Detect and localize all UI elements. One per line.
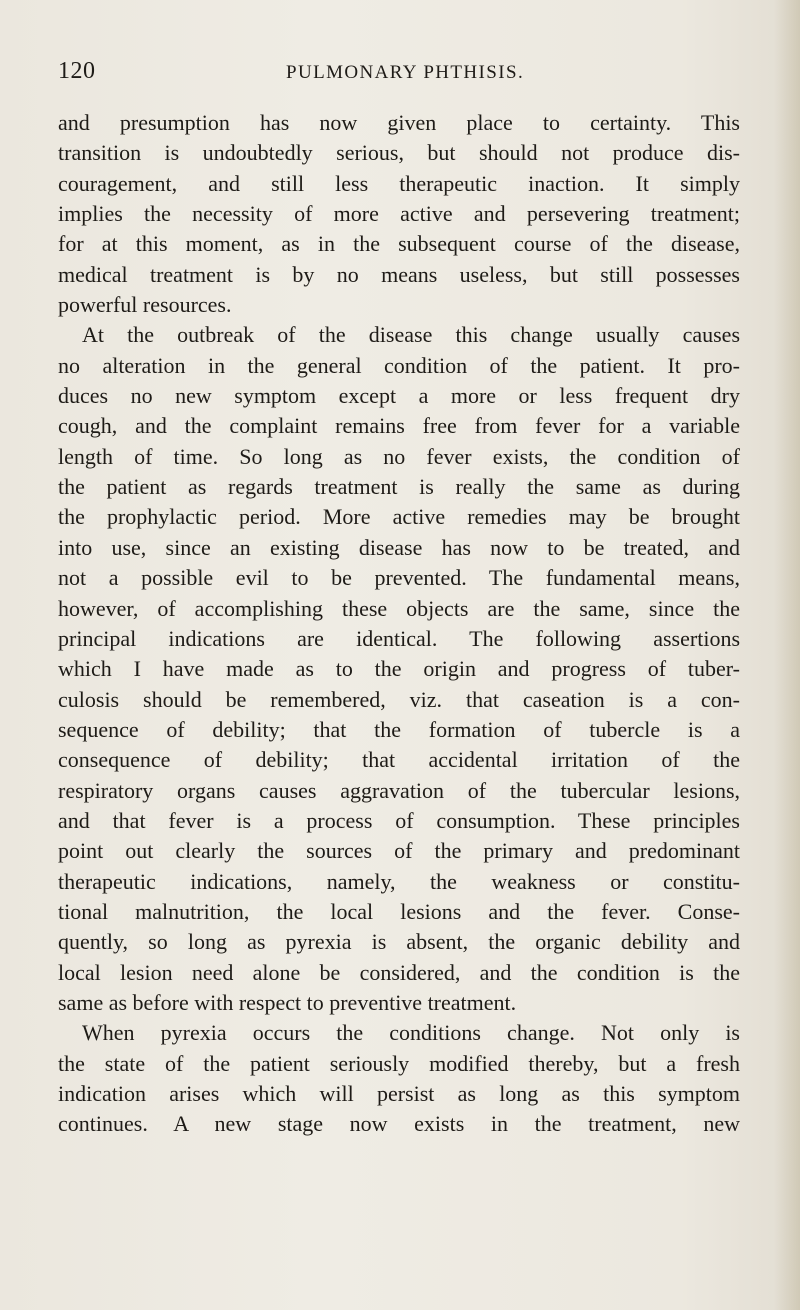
page-edge-shadow bbox=[774, 0, 800, 1310]
text-line: not a possible evil to be prevented. The fundamental means, bbox=[58, 565, 740, 591]
text-line: and that fever is a process of consumption. These principles bbox=[58, 807, 740, 833]
text-line: At the outbreak of the disease this change usually causes bbox=[82, 322, 740, 348]
text-line: implies the necessity of more active and persevering treatment; bbox=[58, 201, 740, 227]
text-line: indication arises which will persist as long as this symptom bbox=[58, 1081, 740, 1106]
running-title: PULMONARY PHTHISIS. bbox=[286, 62, 525, 83]
page-number: 120 bbox=[58, 58, 96, 84]
text-line: quently, so long as pyrexia is absent, the organic debility and bbox=[58, 929, 740, 955]
text-line: however, of accomplishing these objects are the same, since the bbox=[58, 595, 740, 621]
text-line: local lesion need alone be considered, and the condition is the bbox=[58, 959, 740, 985]
text-line: point out clearly the sources of the primary and predominant bbox=[58, 838, 740, 864]
text-line: principal indications are identical. The following assertions bbox=[58, 625, 740, 651]
text-line: for at this moment, as in the subsequent course of the disease, bbox=[58, 231, 740, 257]
text-line: transition is undoubtedly serious, but should not produce dis- bbox=[58, 140, 740, 166]
text-line: duces no new symptom except a more or less frequent dry bbox=[58, 383, 740, 409]
text-line: same as before with respect to preventive treatment. bbox=[58, 989, 517, 1015]
body-text bbox=[58, 108, 740, 1140]
text-line: consequence of debility; that accidental irritation of the bbox=[58, 747, 740, 773]
text-line: sequence of debility; that the formation of tubercle is a bbox=[58, 716, 740, 742]
text-line: tional malnutrition, the local lesions and the fever. Conse- bbox=[58, 898, 740, 924]
text-line: length of time. So long as no fever exists, the condition of bbox=[58, 443, 740, 469]
text-line: powerful resources. bbox=[58, 292, 232, 318]
text-line: respiratory organs causes aggravation of the tubercular lesions, bbox=[58, 777, 740, 803]
text-line: continues. A new stage now exists in the treatment, new bbox=[58, 1111, 740, 1137]
text-line: which I have made as to the origin and progress of tuber- bbox=[58, 656, 740, 682]
text-line: into use, since an existing disease has now to be treated, and bbox=[58, 534, 740, 560]
text-line: the state of the patient seriously modified thereby, but a fresh bbox=[58, 1050, 740, 1076]
text-line: When pyrexia occurs the conditions change. Not only is bbox=[82, 1020, 740, 1046]
text-line: medical treatment is by no means useless, but still possesses bbox=[58, 261, 740, 287]
text-line: the patient as regards treatment is really the same as during bbox=[58, 474, 740, 500]
text-line: and presumption has now given place to certainty. This bbox=[58, 110, 740, 135]
running-head bbox=[58, 58, 748, 92]
text-line: couragement, and still less therapeutic inaction. It simply bbox=[58, 170, 740, 196]
text-line: cough, and the complaint remains free from fever for a variable bbox=[58, 413, 740, 439]
text-line: no alteration in the general condition of the patient. It pro- bbox=[58, 352, 740, 378]
text-line: therapeutic indications, namely, the weakness or constitu- bbox=[58, 868, 740, 894]
text-line: the prophylactic period. More active remedies may be brought bbox=[58, 504, 740, 530]
text-line: culosis should be remembered, viz. that caseation is a con- bbox=[58, 686, 740, 712]
